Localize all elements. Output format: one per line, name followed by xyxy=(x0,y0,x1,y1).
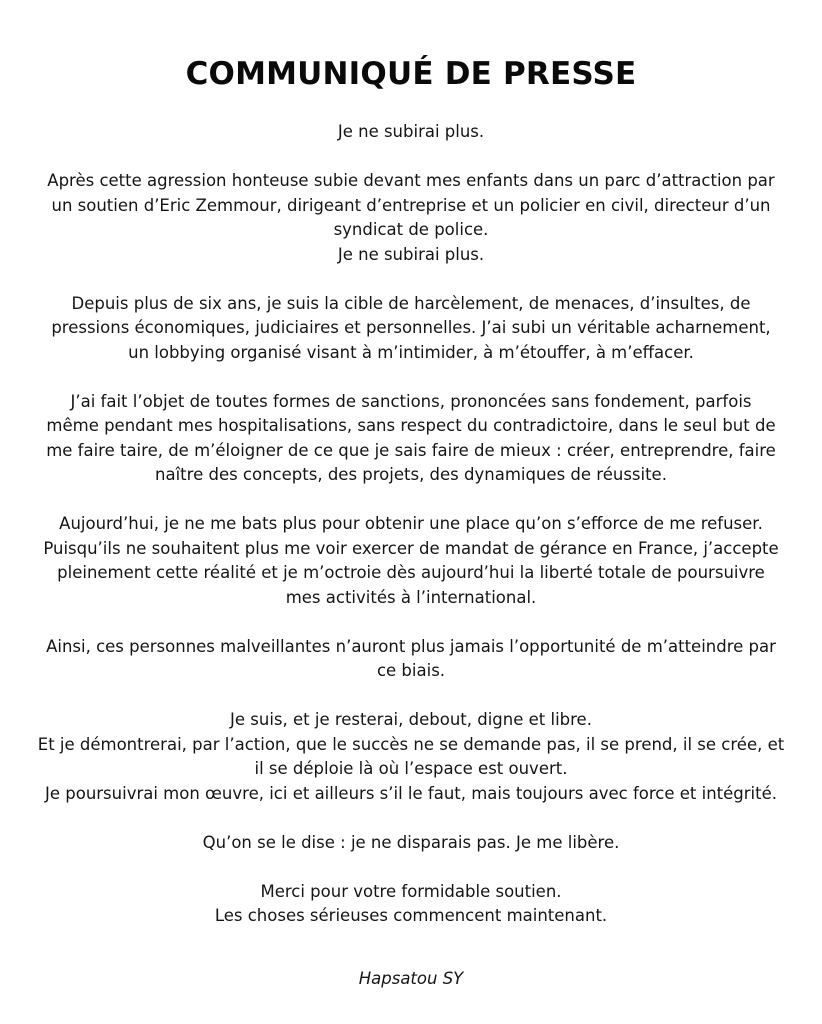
paragraph xyxy=(20,512,802,610)
text-line: J’ai fait l’objet de toutes formes de sanctions, prononcées sans fondement, parfois xyxy=(70,391,752,411)
signature: Hapsatou SY xyxy=(358,969,464,988)
text-line: syndicat de police. xyxy=(333,220,489,239)
text-line: Ainsi, ces personnes malveillantes n’auront plus jamais l’opportunité de m’atteindre par xyxy=(46,636,776,656)
text-line: même pendant mes hospitalisations, sans respect du contradictoire, dans le seul but de xyxy=(46,416,776,435)
paragraph xyxy=(20,390,802,488)
text-line: Depuis plus de six ans, je suis la cible de harcèlement, de menaces, d’insultes, de xyxy=(71,293,751,313)
text-line: naître des concepts, des projets, des dynamiques de réussite. xyxy=(155,465,667,484)
paragraph xyxy=(20,880,802,929)
text-line: Après cette agression honteuse subie devant mes enfants dans un parc d’attraction par xyxy=(47,171,775,190)
paragraph xyxy=(20,169,802,267)
text-line: ce biais. xyxy=(376,661,446,680)
text-line: Merci pour votre formidable soutien. xyxy=(260,881,562,901)
text-line: pleinement cette réalité et je m’octroie dès aujourd’hui la liberté totale de poursuivre xyxy=(57,563,765,582)
text-line: Je suis, et je resterai, debout, digne et libre. xyxy=(230,710,592,729)
text-line: un lobbying organisé visant à m’intimider, à m’étouffer, à m’effacer. xyxy=(128,342,694,362)
text-line: Je poursuivrai mon œuvre, ici et ailleurs s’il le faut, mais toujours avec force et intégrité. xyxy=(44,783,778,803)
text-line: Qu’on se le dise : je ne disparais pas. Je me libère. xyxy=(202,832,620,852)
press-release-body xyxy=(20,120,802,953)
text-line: Je ne subirai plus. xyxy=(337,122,485,141)
paragraph xyxy=(20,292,802,366)
paragraph xyxy=(20,120,802,145)
text-line: Et je démontrerai, par l’action, que le succès ne se demande pas, il se prend, il se crée, et xyxy=(37,734,785,754)
text-line: Les choses sérieuses commencent maintenant. xyxy=(214,906,608,925)
text-line: Puisqu’ils ne souhaitent plus me voir exercer de mandat de gérance en France, j’accepte xyxy=(43,538,779,558)
text-line: mes activités à l’international. xyxy=(285,587,537,607)
paragraph xyxy=(20,635,802,684)
page-title: COMMUNIQUÉ DE PRESSE xyxy=(185,56,637,92)
text-line: il se déploie là où l’espace est ouvert. xyxy=(254,759,568,778)
paragraph xyxy=(20,708,802,806)
paragraph xyxy=(20,831,802,856)
text-line: un soutien d’Eric Zemmour, dirigeant d’entreprise et un policier en civil, directeur d’un xyxy=(51,195,771,215)
text-line: me faire taire, de m’éloigner de ce que je sais faire de mieux : créer, entreprendre, faire xyxy=(46,440,776,460)
text-line: Aujourd’hui, je ne me bats plus pour obtenir une place qu’on s’efforce de me refuser. xyxy=(59,514,763,533)
text-line: Je ne subirai plus. xyxy=(337,244,485,264)
text-line: pressions économiques, judiciaires et personnelles. J’ai subi un véritable acharnement, xyxy=(51,318,771,337)
